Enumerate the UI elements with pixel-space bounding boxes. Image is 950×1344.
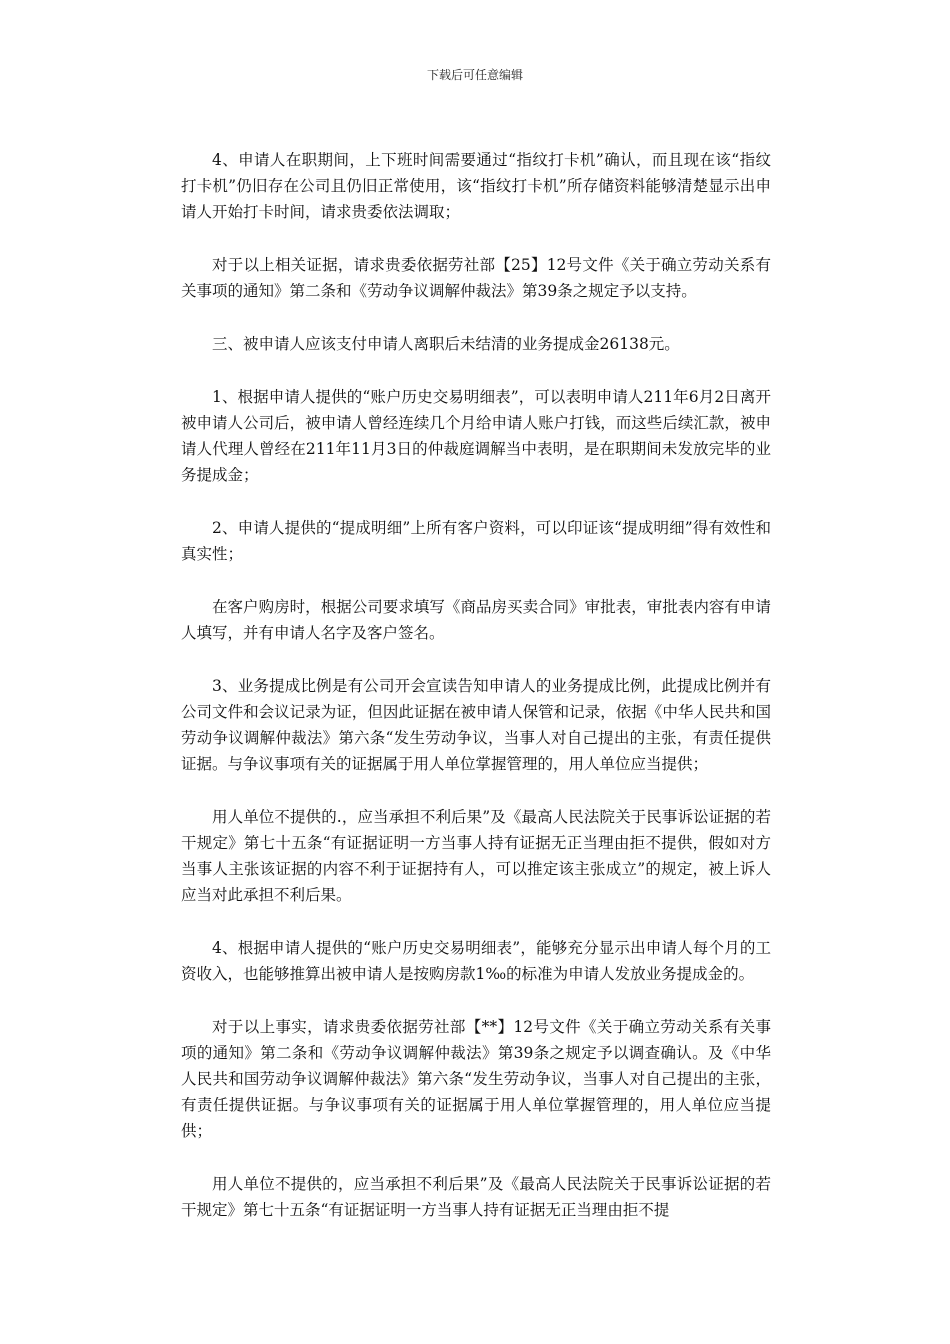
document-body [181, 147, 771, 1250]
paragraph: 3、业务提成比例是有公司开会宣读告知申请人的业务提成比例，此提成比例并有公司文件和会议记录为证，但因此证据在被申请人保管和记录，依据《中华人民共和国劳动争议调解仲裁法》第六条“发生劳动争议，当事人对自己提出的主张，有责任提供证据。与争议事项有关的证据属于用人单位掌握管理的，用人单位应当提供； [181, 677, 771, 773]
header-note: 下载后可任意编辑 [426, 68, 523, 82]
paragraph: 对于以上相关证据，请求贵委依据劳社部【25】12号文件《关于确立劳动关系有关事项的通知》第二条和《劳动争议调解仲裁法》第39条之规定予以支持。 [181, 256, 771, 300]
paragraph: 对于以上事实，请求贵委依据劳社部【**】12号文件《关于确立劳动关系有关事项的通知》第二条和《劳动争议调解仲裁法》第39条之规定予以调查确认。及《中华人民共和国劳动争议调解仲裁法》第六条“发生劳动争议，当事人对自己提出的主张，有责任提供证据。与争议事项有关的证据属于用人单位掌握管理的，用人单位应当提供； [181, 1018, 771, 1140]
paragraph: 4、根据申请人提供的“账户历史交易明细表”，能够充分显示出申请人每个月的工资收入，也能够推算出被申请人是按购房款1‰的标准为申请人发放业务提成金的。 [181, 939, 771, 983]
paragraph: 在客户购房时，根据公司要求填写《商品房买卖合同》审批表，审批表内容有申请人填写，并有申请人名字及客户签名。 [181, 598, 771, 642]
paragraph: 1、根据申请人提供的“账户历史交易明细表”，可以表明申请人211年6月2日离开被申请人公司后，被申请人曾经连续几个月给申请人账户打钱，而这些后续汇款，被申请人代理人曾经在211年11月3日的仲裁庭调解当中表明，是在职期间未发放完毕的业务提成金； [181, 388, 771, 484]
paragraph: 4、申请人在职期间，上下班时间需要通过“指纹打卡机”确认，而且现在该“指纹打卡机”仍旧存在公司且仍旧正常使用，该“指纹打卡机”所存储资料能够清楚显示出申请人开始打卡时间，请求贵委依法调取； [181, 151, 771, 221]
paragraph: 用人单位不提供的，应当承担不利后果”及《最高人民法院关于民事诉讼证据的若干规定》第七十五条“有证据证明一方当事人持有证据无正当理由拒不提 [181, 1175, 771, 1219]
paragraph: 2、申请人提供的“提成明细”上所有客户资料，可以印证该“提成明细”得有效性和真实性； [181, 519, 771, 563]
paragraph: 三、被申请人应该支付申请人离职后未结清的业务提成金26138元。 [212, 335, 680, 353]
paragraph: 用人单位不提供的.，应当承担不利后果”及《最高人民法院关于民事诉讼证据的若干规定》第七十五条“有证据证明一方当事人持有证据无正当理由拒不提供，假如对方当事人主张该证据的内容不利于证据持有人，可以推定该主张成立”的规定，被上诉人应当对此承担不利后果。 [181, 808, 771, 904]
